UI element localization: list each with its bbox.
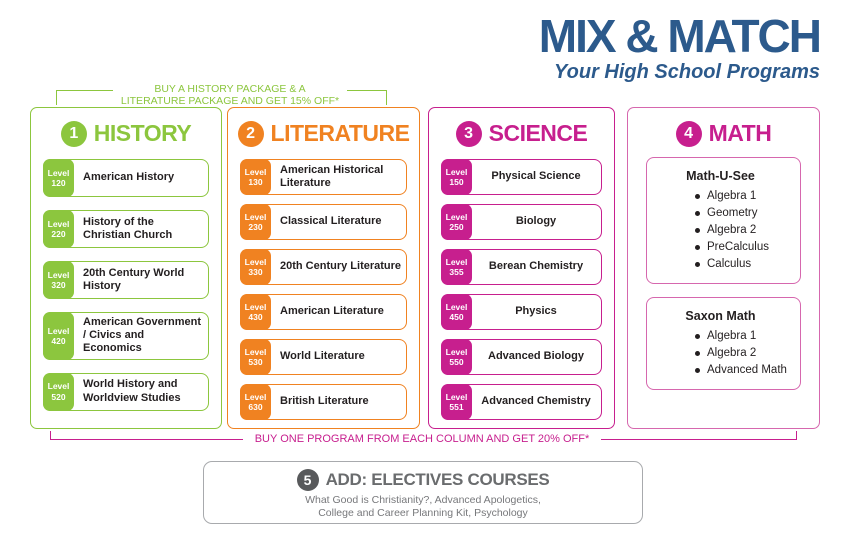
level-word: Level: [47, 325, 70, 336]
number-4-badge: 4: [676, 121, 702, 147]
level-number: 230: [248, 222, 263, 232]
level-word: Level: [244, 166, 267, 177]
course-item: [43, 159, 209, 197]
column-math: [627, 107, 820, 429]
course-item: [240, 204, 407, 240]
bullet-dot: [695, 368, 700, 373]
course-label: Berean Chemistry: [488, 260, 584, 273]
bullet-dot: [695, 351, 700, 356]
math-course-label: Advanced Math: [707, 364, 787, 376]
bullet-dot: [695, 262, 700, 267]
math-course: [695, 239, 794, 256]
electives-panel: [203, 461, 643, 524]
level-tab: [441, 384, 472, 420]
math-course-label: Algebra 2: [707, 347, 757, 359]
math-group-name: Saxon Math: [685, 309, 756, 323]
math-title: MATH: [708, 120, 772, 146]
course-label: American Historical Literature: [280, 163, 384, 189]
level-word: Level: [445, 166, 468, 177]
level-tab: [441, 159, 472, 195]
level-number: 220: [51, 229, 66, 239]
math-course-list: [647, 328, 794, 379]
literature-course-list: [228, 157, 419, 420]
math-course: [695, 345, 794, 362]
literature-header: [232, 120, 415, 147]
level-tab: [43, 261, 74, 299]
column-history: [30, 107, 222, 429]
course-label: Physical Science: [491, 170, 581, 183]
level-word: Level: [47, 218, 70, 229]
math-course-label: Geometry: [707, 207, 758, 219]
level-number: 551: [449, 402, 464, 412]
course-label: Classical Literature: [280, 215, 382, 228]
level-tab: [43, 159, 74, 197]
history-course-list: [31, 157, 221, 411]
level-tab: [43, 373, 74, 411]
level-word: Level: [47, 269, 70, 280]
level-word: Level: [445, 391, 468, 402]
course-label: Advanced Chemistry: [481, 395, 591, 408]
math-course: [695, 188, 794, 205]
level-number: 150: [449, 177, 464, 187]
number-2-badge: 2: [238, 121, 264, 147]
level-number: 550: [449, 357, 464, 367]
course-label: 20th Century World History: [83, 266, 185, 292]
level-word: Level: [47, 381, 70, 392]
level-tab: [240, 339, 271, 375]
level-word: Level: [445, 211, 468, 222]
level-tab: [240, 249, 271, 285]
course-label: Advanced Biology: [488, 350, 584, 363]
course-item: [441, 159, 602, 195]
science-header: [433, 120, 610, 147]
level-tab: [240, 159, 271, 195]
level-tab: [441, 339, 472, 375]
level-word: Level: [244, 346, 267, 357]
math-course: [695, 222, 794, 239]
level-number: 430: [248, 312, 263, 322]
course-label: American History: [83, 171, 175, 184]
level-number: 520: [51, 391, 66, 402]
math-group-math-u-see: [646, 157, 801, 284]
level-word: Level: [244, 256, 267, 267]
level-tab: [43, 210, 74, 248]
course-item: [441, 384, 602, 420]
math-course: [695, 256, 794, 273]
level-word: Level: [445, 256, 468, 267]
course-item: [240, 159, 407, 195]
level-number: 355: [449, 267, 464, 277]
course-item: [441, 204, 602, 240]
electives-description-line2: College and Career Planning Kit, Psychology: [318, 507, 528, 519]
math-header: [632, 120, 815, 147]
level-tab: [441, 294, 472, 330]
level-word: Level: [244, 301, 267, 312]
bullet-dot: [695, 228, 700, 233]
column-literature: [227, 107, 420, 429]
page-title: MIX & MATCH: [538, 10, 820, 62]
number-1-badge: 1: [61, 121, 87, 147]
brand-header: [539, 12, 820, 84]
level-word: Level: [445, 301, 468, 312]
level-number: 320: [51, 280, 66, 290]
level-tab: [441, 204, 472, 240]
level-tab: [240, 384, 271, 420]
course-label: American Literature: [280, 305, 384, 318]
course-label: World Literature: [280, 350, 365, 363]
level-number: 420: [51, 335, 66, 346]
page-subtitle: Your High School Programs: [554, 61, 820, 84]
top-promo-line1: BUY A HISTORY PACKAGE & A: [154, 83, 306, 95]
level-number: 450: [449, 312, 464, 322]
course-label: Physics: [515, 305, 557, 318]
math-course: [695, 328, 794, 345]
electives-description: [204, 494, 642, 520]
level-word: Level: [244, 391, 267, 402]
course-item: [441, 339, 602, 375]
math-group-saxon-math: [646, 297, 801, 390]
top-promo-line2: LITERATURE PACKAGE AND GET 15% OFF*: [120, 95, 340, 107]
literature-title: LITERATURE: [270, 120, 410, 146]
science-course-list: [429, 157, 614, 420]
level-number: 330: [248, 267, 263, 277]
math-course-list: [647, 188, 794, 273]
level-word: Level: [244, 211, 267, 222]
math-course-label: Algebra 1: [707, 330, 757, 342]
course-label: 20th Century Literature: [280, 260, 402, 273]
course-label: British Literature: [280, 395, 369, 408]
level-word: Level: [47, 167, 70, 178]
history-title: HISTORY: [93, 120, 192, 146]
bullet-dot: [695, 211, 700, 216]
level-tab: [43, 312, 74, 360]
course-label: Biology: [515, 215, 557, 228]
column-science: [428, 107, 615, 429]
math-course: [695, 362, 794, 379]
level-tab: [240, 204, 271, 240]
course-item: [43, 261, 209, 299]
number-5-badge: 5: [297, 469, 319, 491]
math-course-label: Algebra 1: [707, 190, 757, 202]
course-item: [240, 294, 407, 330]
level-tab: [441, 249, 472, 285]
bottom-promo-text: [0, 433, 844, 446]
course-item: [240, 384, 407, 420]
level-number: 120: [51, 178, 66, 188]
course-item: [240, 249, 407, 285]
math-course-label: Calculus: [707, 258, 752, 270]
bullet-dot: [695, 194, 700, 199]
level-number: 530: [248, 357, 263, 367]
top-promo-bracket: [56, 90, 387, 105]
course-item: [441, 294, 602, 330]
bottom-promo-label: BUY ONE PROGRAM FROM EACH COLUMN AND GET 20% OFF*: [243, 433, 602, 446]
electives-header: [204, 469, 642, 491]
level-word: Level: [445, 346, 468, 357]
course-label: American Government / Civics and Economics: [83, 316, 201, 355]
course-item: [43, 312, 209, 360]
electives-title: ADD: ELECTIVES COURSES: [325, 470, 550, 489]
history-header: [35, 120, 217, 147]
level-tab: [240, 294, 271, 330]
science-title: SCIENCE: [488, 120, 588, 146]
course-item: [43, 210, 209, 248]
math-course-label: Algebra 2: [707, 224, 757, 236]
bullet-dot: [695, 245, 700, 250]
electives-description-line1: What Good is Christianity?, Advanced Apologetics,: [305, 494, 541, 506]
level-number: 130: [248, 177, 263, 187]
course-item: [43, 373, 209, 411]
math-course: [695, 205, 794, 222]
level-number: 250: [449, 222, 464, 232]
number-3-badge: 3: [456, 121, 482, 147]
course-item: [240, 339, 407, 375]
course-label: World History and Worldview Studies: [83, 378, 181, 404]
course-item: [441, 249, 602, 285]
level-number: 630: [248, 402, 263, 412]
math-course-label: PreCalculus: [707, 241, 769, 253]
course-label: History of the Christian Church: [83, 215, 173, 241]
bullet-dot: [695, 334, 700, 339]
math-group-name: Math-U-See: [686, 169, 755, 183]
